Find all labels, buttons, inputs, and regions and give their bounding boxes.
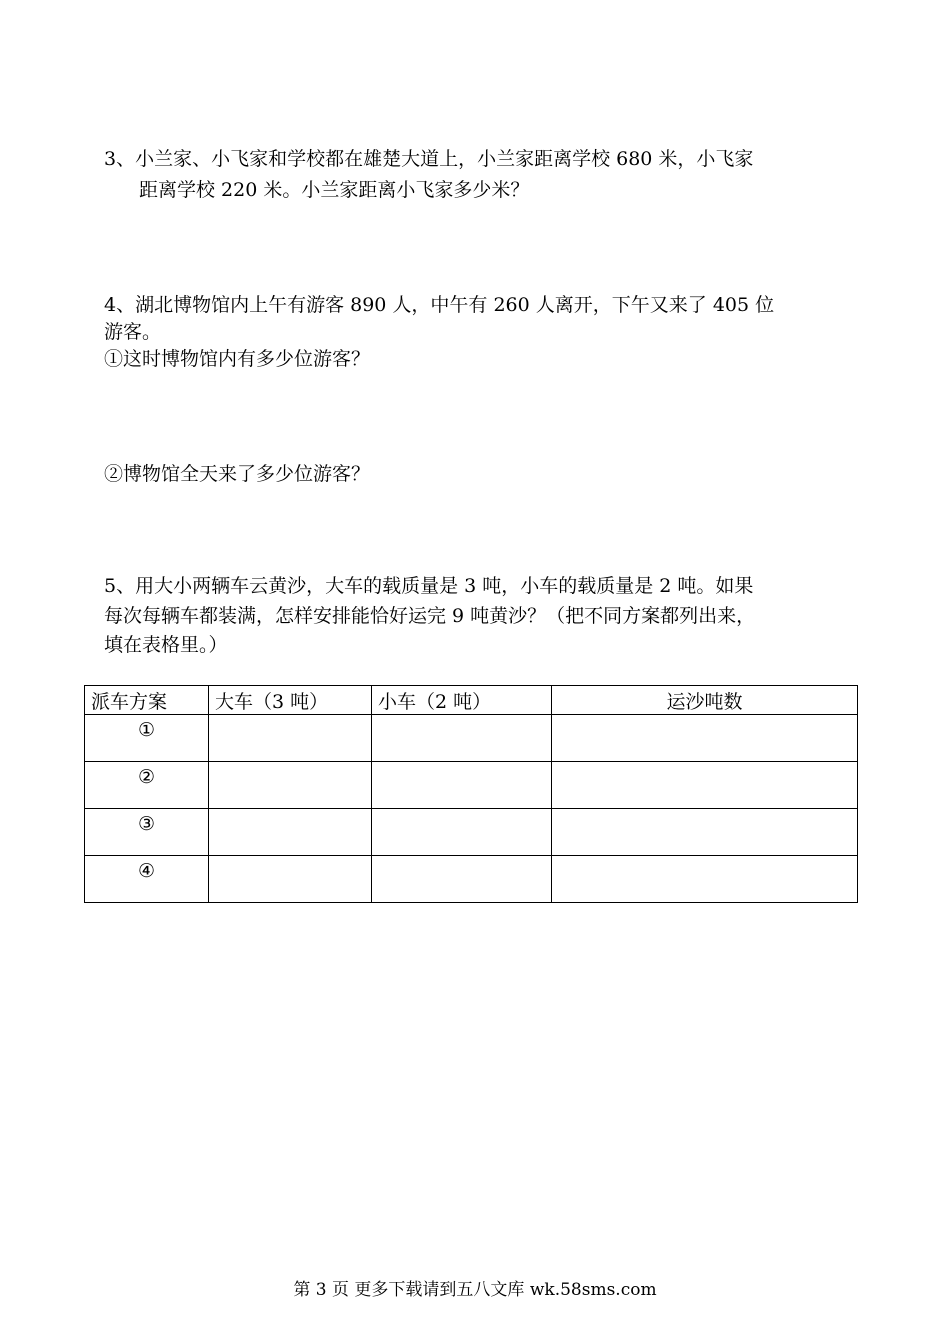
question-4-line-1: 4、湖北博物馆内上午有游客 890 人，中午有 260 人离开，下午又来了 405 位 (104, 294, 775, 316)
small-truck-cell[interactable] (372, 809, 552, 856)
question-5-line-2: 每次每辆车都装满，怎样安排能恰好运完 9 吨黄沙？（把不同方案都列出来， (104, 605, 756, 627)
table-header-row (85, 686, 858, 715)
big-truck-cell[interactable] (209, 809, 372, 856)
table-row (85, 715, 858, 762)
header-big-truck: 大车（3 吨） (209, 686, 372, 715)
small-truck-cell[interactable] (372, 762, 552, 809)
plan-number: ① (85, 715, 209, 762)
big-truck-cell[interactable] (209, 715, 372, 762)
question-5-line-3: 填在表格里。） (104, 634, 228, 656)
big-truck-cell[interactable] (209, 762, 372, 809)
question-4-sub-1: ①这时博物馆内有多少位游客？ (104, 348, 371, 370)
small-truck-cell[interactable] (372, 856, 552, 903)
question-3-line-1: 3、小兰家、小飞家和学校都在雄楚大道上，小兰家距离学校 680 米，小飞家 (104, 148, 754, 170)
table-row (85, 762, 858, 809)
big-truck-cell[interactable] (209, 856, 372, 903)
header-plan: 派车方案 (85, 686, 209, 715)
plan-number: ④ (85, 856, 209, 903)
dispatch-plan-table (84, 685, 858, 903)
header-sand-tons: 运沙吨数 (552, 686, 858, 715)
sand-tons-cell[interactable] (552, 762, 858, 809)
page-footer: 第 3 页 更多下载请到五八文库 wk.58sms.com (293, 1280, 657, 1300)
plan-number: ② (85, 762, 209, 809)
small-truck-cell[interactable] (372, 715, 552, 762)
header-small-truck: 小车（2 吨） (372, 686, 552, 715)
table-row (85, 809, 858, 856)
question-5-line-1: 5、用大小两辆车云黄沙，大车的载质量是 3 吨，小车的载质量是 2 吨。如果 (104, 575, 754, 597)
table-row (85, 856, 858, 903)
question-4-sub-2: ②博物馆全天来了多少位游客？ (104, 463, 371, 485)
sand-tons-cell[interactable] (552, 715, 858, 762)
question-4-line-2: 游客。 (104, 321, 162, 343)
plan-number: ③ (85, 809, 209, 856)
sand-tons-cell[interactable] (552, 809, 858, 856)
sand-tons-cell[interactable] (552, 856, 858, 903)
question-3-line-2: 距离学校 220 米。小兰家距离小飞家多少米？ (139, 179, 530, 201)
